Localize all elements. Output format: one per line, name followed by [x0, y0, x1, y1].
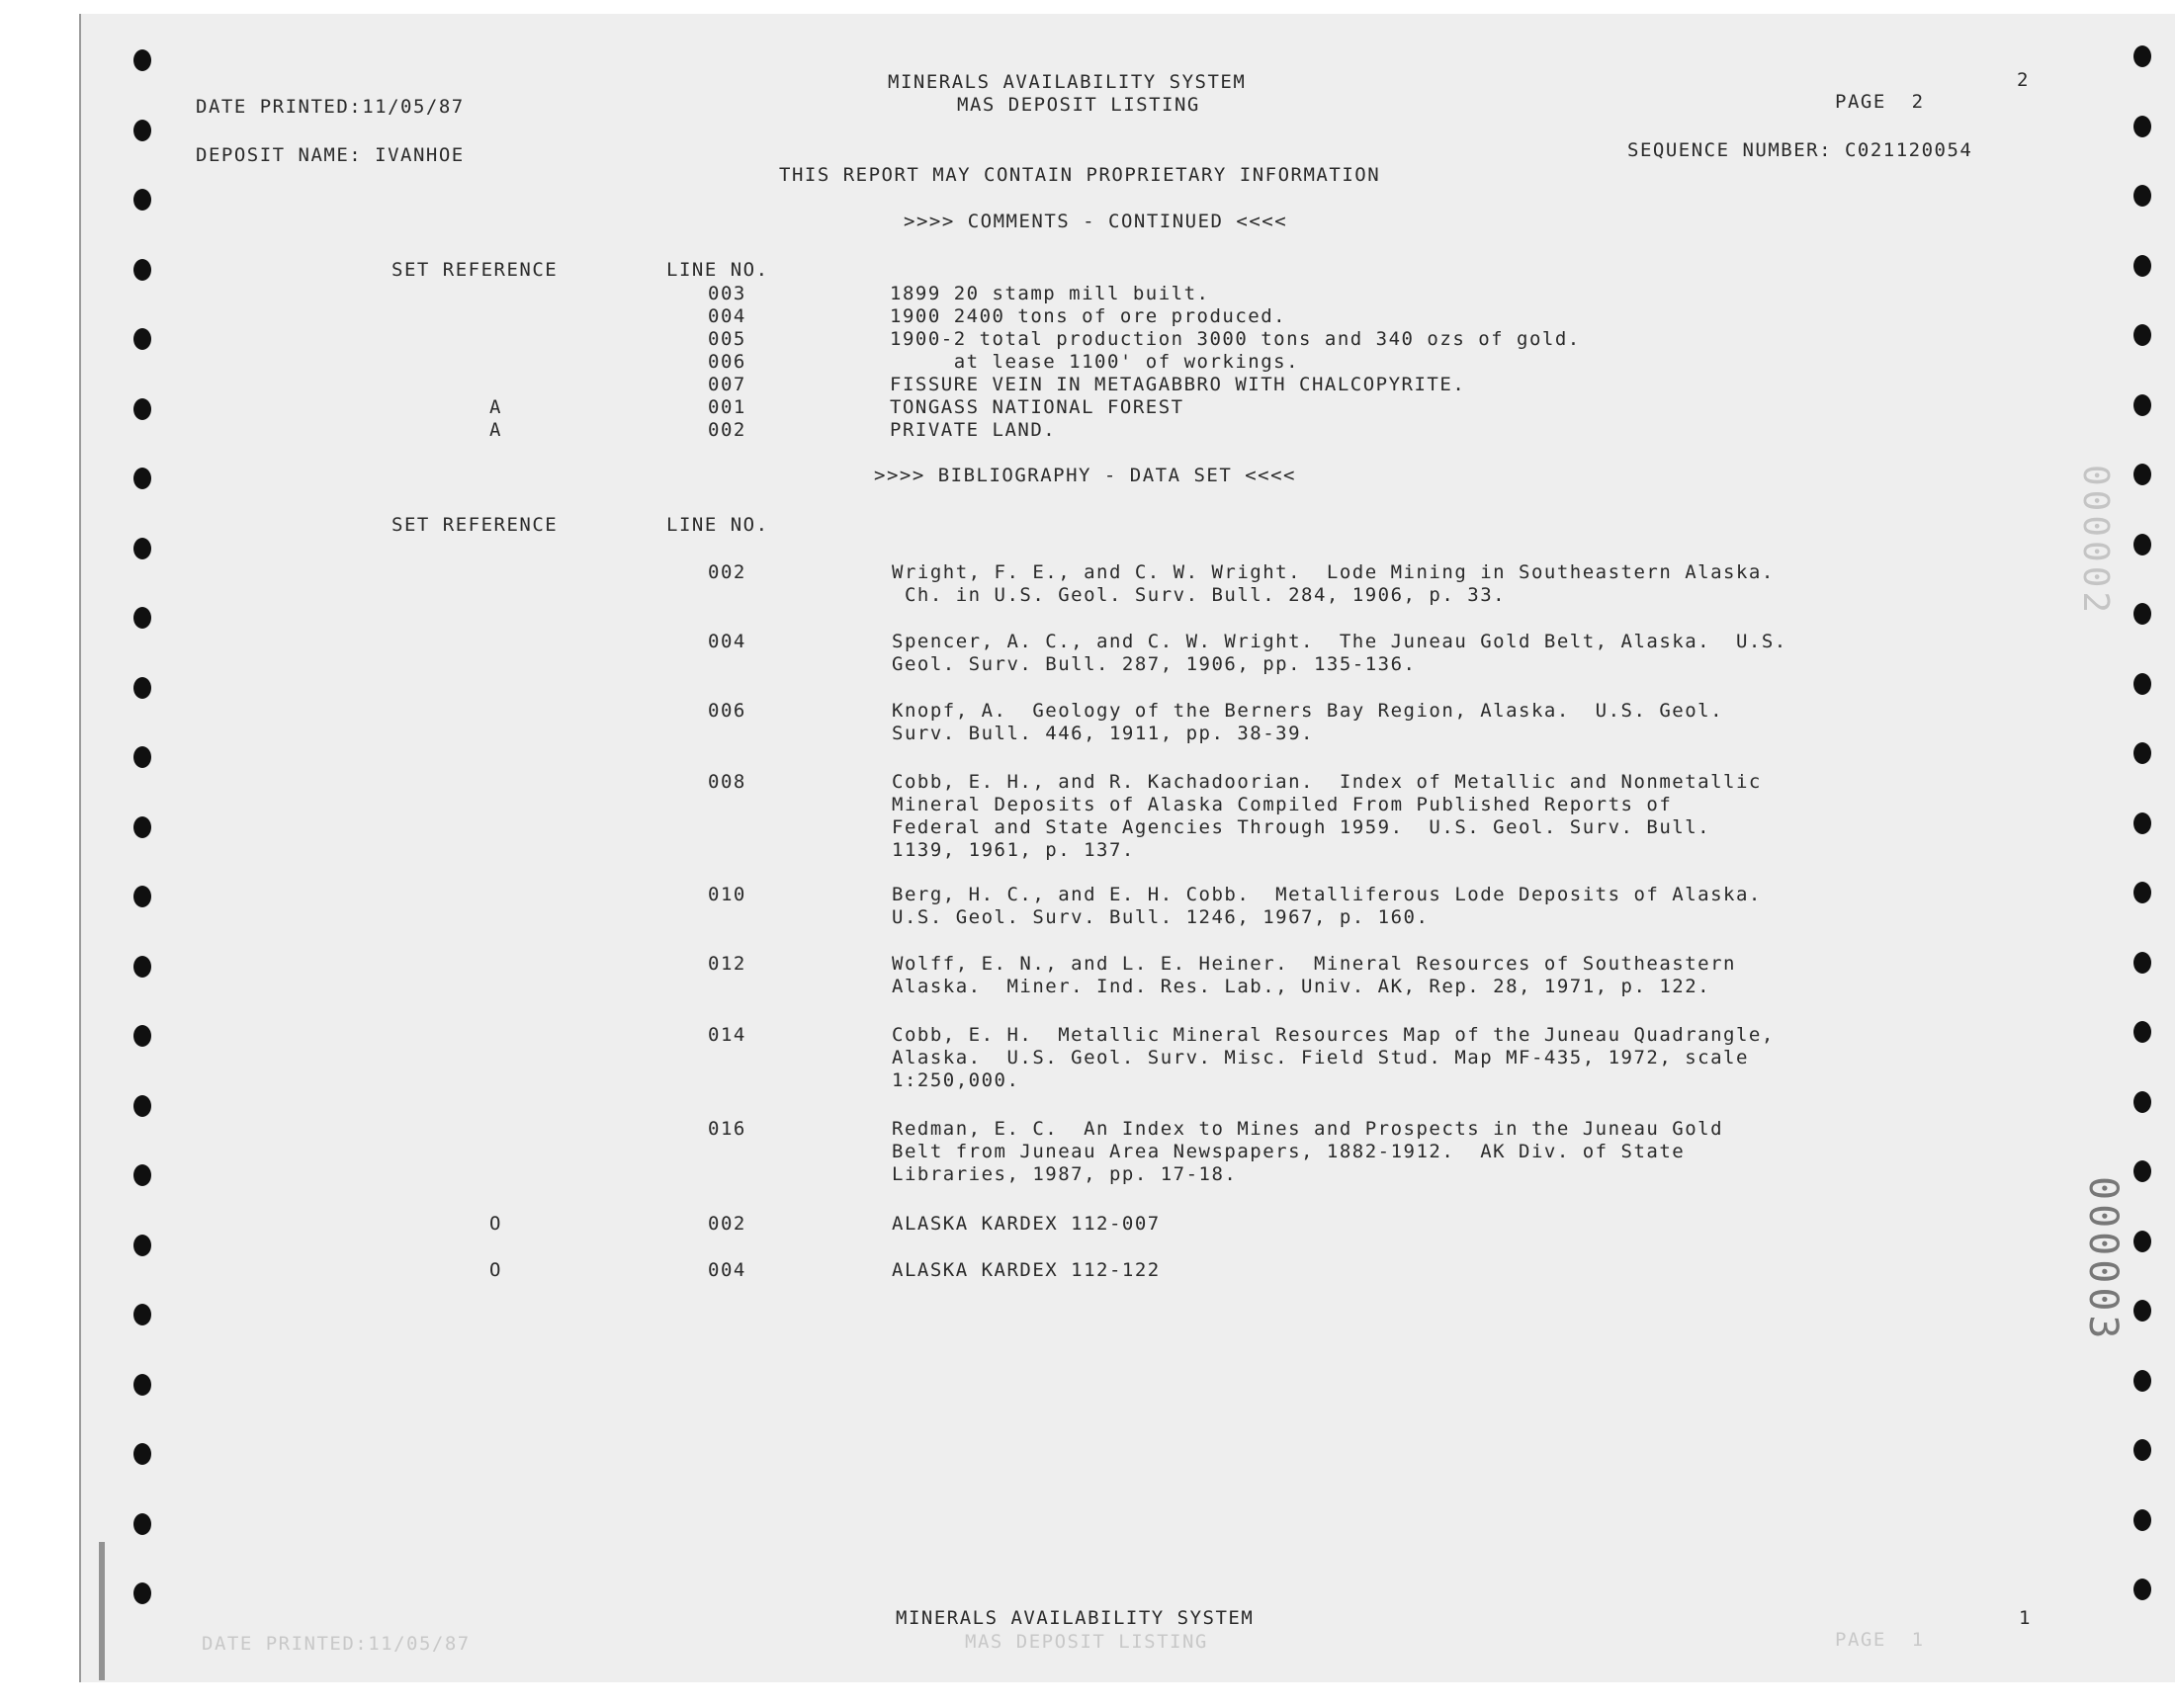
bibliography-entry-line: 004 — [708, 631, 746, 652]
bibliography-entry-line: 002 — [708, 1213, 746, 1235]
bibliography-entry-line: 002 — [708, 561, 746, 583]
footer-faded-page: PAGE 1 — [1835, 1629, 1925, 1651]
feed-hole — [2133, 45, 2151, 67]
bibliography-entry-text: Wolff, E. N., and L. E. Heiner. Mineral Resources of Southeastern — [892, 953, 1736, 975]
comment-row-text: at lease 1100' of workings. — [890, 351, 1300, 373]
bibliography-col-line-no: LINE NO. — [666, 514, 769, 536]
bibliography-entry-text: Cobb, E. H. Metallic Mineral Resources Map of the Juneau Quadrangle, — [892, 1024, 1775, 1046]
footer-corner-page-number: 1 — [2019, 1607, 2032, 1629]
bibliography-entry-line: 006 — [708, 700, 746, 722]
system-title: MINERALS AVAILABILITY SYSTEM — [888, 71, 1247, 93]
bibliography-entry-text: Knopf, A. Geology of the Berners Bay Region, Alaska. U.S. Geol. — [892, 700, 1724, 722]
bibliography-entry-text: ALASKA KARDEX 112-122 — [892, 1259, 1161, 1281]
bibliography-entry-line: 004 — [708, 1259, 746, 1281]
bibliography-entry-text: Surv. Bull. 446, 1911, pp. 38-39. — [892, 723, 1314, 744]
feed-hole — [2133, 116, 2151, 137]
feed-hole — [133, 189, 151, 211]
feed-hole — [133, 607, 151, 629]
feed-hole — [133, 1164, 151, 1186]
feed-hole — [133, 1235, 151, 1256]
comments-col-set-reference: SET REFERENCE — [392, 259, 559, 281]
comment-row-text: TONGASS NATIONAL FOREST — [890, 396, 1184, 418]
comment-row-line: 005 — [708, 328, 746, 350]
comments-section-title: >>>> COMMENTS - CONTINUED <<<< — [904, 211, 1288, 232]
feed-hole — [2133, 812, 2151, 834]
feed-hole — [133, 468, 151, 489]
comment-row-line: 002 — [708, 419, 746, 441]
comment-row-line: 006 — [708, 351, 746, 373]
bibliography-section-title: >>>> BIBLIOGRAPHY - DATA SET <<<< — [874, 465, 1296, 486]
comment-row-text: 1900 2400 tons of ore produced. — [890, 305, 1287, 327]
feed-hole — [133, 886, 151, 907]
bibliography-entry-text: 1139, 1961, p. 137. — [892, 839, 1135, 861]
bibliography-col-set-reference: SET REFERENCE — [392, 514, 559, 536]
comment-row-line: 003 — [708, 283, 746, 304]
comment-row-text: 1900-2 total production 3000 tons and 340 ozs of gold. — [890, 328, 1581, 350]
feed-hole — [133, 1025, 151, 1047]
bibliography-entry-set: O — [489, 1213, 502, 1235]
feed-hole — [133, 398, 151, 420]
bibliography-entry-text: U.S. Geol. Surv. Bull. 1246, 1967, p. 160. — [892, 906, 1430, 928]
bibliography-entry-line: 012 — [708, 953, 746, 975]
margin-ghost-stamp: 000002 — [2075, 465, 2116, 618]
feed-hole — [2133, 1370, 2151, 1392]
feed-hole — [133, 259, 151, 281]
feed-hole — [2133, 394, 2151, 416]
comment-row-text: 1899 20 stamp mill built. — [890, 283, 1210, 304]
feed-hole — [133, 1582, 151, 1604]
feed-hole — [2133, 1439, 2151, 1461]
bibliography-entry-line: 010 — [708, 884, 746, 905]
feed-hole — [2133, 324, 2151, 346]
feed-hole — [2133, 1160, 2151, 1182]
bibliography-entry-set: O — [489, 1259, 502, 1281]
sequence-number: SEQUENCE NUMBER: C021120054 — [1627, 139, 1973, 161]
comment-row-text: PRIVATE LAND. — [890, 419, 1057, 441]
feed-hole — [2133, 1509, 2151, 1531]
feed-hole — [2133, 1579, 2151, 1600]
listing-title: MAS DEPOSIT LISTING — [957, 94, 1200, 116]
feed-hole — [2133, 673, 2151, 695]
corner-page-number: 2 — [2017, 69, 2030, 91]
comment-row-set: A — [489, 396, 502, 418]
proprietary-notice: THIS REPORT MAY CONTAIN PROPRIETARY INFORMATION — [779, 164, 1381, 186]
bibliography-entry-text: Cobb, E. H., and R. Kachadoorian. Index of Metallic and Nonmetallic — [892, 771, 1762, 793]
bibliography-entry-text: Federal and State Agencies Through 1959. U.S. Geol. Surv. Bull. — [892, 816, 1711, 838]
page-label: PAGE 2 — [1835, 91, 1925, 113]
bibliography-entry-text: ALASKA KARDEX 112-007 — [892, 1213, 1161, 1235]
bibliography-entry-line: 014 — [708, 1024, 746, 1046]
feed-hole — [133, 1443, 151, 1465]
footer-system-title: MINERALS AVAILABILITY SYSTEM — [896, 1607, 1255, 1629]
feed-hole — [133, 328, 151, 350]
bibliography-entry-text: Alaska. Miner. Ind. Res. Lab., Univ. AK, Rep. 28, 1971, p. 122. — [892, 976, 1711, 997]
bibliography-entry-text: 1:250,000. — [892, 1069, 1020, 1091]
feed-hole — [133, 120, 151, 141]
feed-hole — [133, 1304, 151, 1325]
feed-hole — [2133, 952, 2151, 974]
feed-hole — [2133, 882, 2151, 903]
feed-hole — [2133, 1091, 2151, 1113]
comment-row-text: FISSURE VEIN IN METAGABBRO WITH CHALCOPYRITE. — [890, 374, 1466, 395]
bibliography-entry-line: 008 — [708, 771, 746, 793]
feed-hole — [133, 677, 151, 699]
comment-row-set: A — [489, 419, 502, 441]
bibliography-entry-text: Wright, F. E., and C. W. Wright. Lode Mining in Southeastern Alaska. — [892, 561, 1775, 583]
deposit-name: DEPOSIT NAME: IVANHOE — [196, 144, 465, 166]
bibliography-entry-text: Belt from Juneau Area Newspapers, 1882-1912. AK Div. of State — [892, 1141, 1686, 1162]
feed-hole — [2133, 603, 2151, 625]
footer-faded-listing: MAS DEPOSIT LISTING — [965, 1631, 1208, 1653]
footer-faded-date: DATE PRINTED:11/05/87 — [202, 1633, 471, 1655]
bibliography-entry-line: 016 — [708, 1118, 746, 1140]
date-printed: DATE PRINTED:11/05/87 — [196, 96, 465, 118]
feed-hole — [133, 538, 151, 559]
comment-row-line: 007 — [708, 374, 746, 395]
bibliography-entry-text: Geol. Surv. Bull. 287, 1906, pp. 135-136. — [892, 653, 1417, 675]
feed-hole — [2133, 742, 2151, 764]
feed-hole — [2133, 1300, 2151, 1322]
bibliography-entry-text: Redman, E. C. An Index to Mines and Prospects in the Juneau Gold — [892, 1118, 1724, 1140]
feed-hole — [2133, 1231, 2151, 1252]
feed-hole — [2133, 185, 2151, 207]
feed-hole — [2133, 1021, 2151, 1043]
bibliography-entry-text: Mineral Deposits of Alaska Compiled From Published Reports of — [892, 794, 1673, 815]
feed-hole — [133, 956, 151, 978]
feed-hole — [2133, 464, 2151, 485]
bibliography-entry-text: Libraries, 1987, pp. 17-18. — [892, 1163, 1238, 1185]
bibliography-entry-text: Berg, H. C., and E. H. Cobb. Metalliferous Lode Deposits of Alaska. — [892, 884, 1762, 905]
comment-row-line: 004 — [708, 305, 746, 327]
feed-hole — [2133, 534, 2151, 555]
feed-hole — [133, 1513, 151, 1535]
feed-hole — [133, 49, 151, 71]
feed-hole — [2133, 255, 2151, 277]
feed-hole — [133, 1374, 151, 1396]
feed-hole — [133, 1095, 151, 1117]
comments-col-line-no: LINE NO. — [666, 259, 769, 281]
comment-row-line: 001 — [708, 396, 746, 418]
feed-hole — [133, 746, 151, 768]
bibliography-entry-text: Alaska. U.S. Geol. Surv. Misc. Field Stud. Map MF-435, 1972, scale — [892, 1047, 1749, 1068]
margin-stamp: 000003 — [2080, 1176, 2126, 1343]
paper-edge-shadow — [99, 1542, 105, 1680]
bibliography-entry-text: Spencer, A. C., and C. W. Wright. The Juneau Gold Belt, Alaska. U.S. — [892, 631, 1787, 652]
bibliography-entry-text: Ch. in U.S. Geol. Surv. Bull. 284, 1906, p. 33. — [892, 584, 1507, 606]
feed-hole — [133, 816, 151, 838]
